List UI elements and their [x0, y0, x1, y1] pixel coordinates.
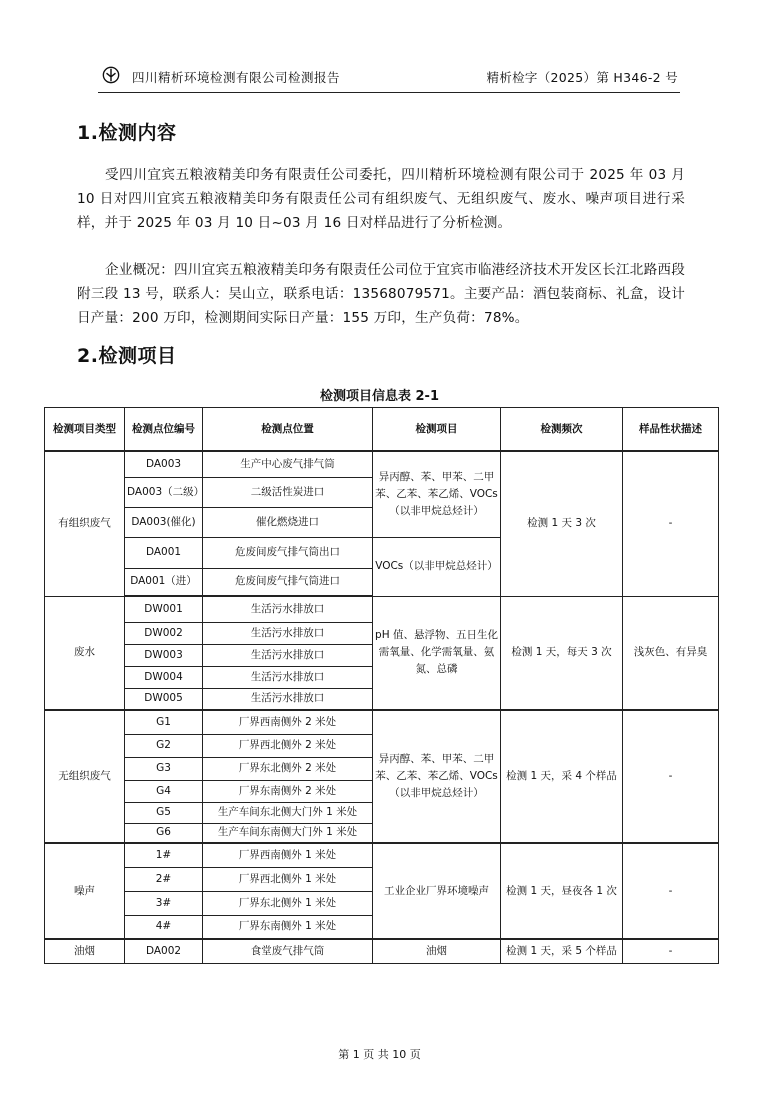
type-cell: 无组织废气: [45, 710, 125, 843]
description-cell: -: [623, 843, 719, 939]
point-id-cell: DA003(催化): [125, 507, 203, 537]
location-cell: 危废间废气排气筒出口: [203, 537, 373, 568]
location-cell: 厂界西南侧外 2 米处: [203, 710, 373, 734]
location-cell: 生活污水排放口: [203, 666, 373, 688]
location-cell: 生活污水排放口: [203, 596, 373, 622]
section-title-content: 1.检测内容: [77, 122, 177, 144]
point-id-cell: G6: [125, 823, 203, 843]
header-frequency: 检测频次: [501, 408, 623, 452]
items-cell: pH 值、悬浮物、五日生化需氧量、化学需氧量、氨氮、总磷: [373, 596, 501, 710]
company-logo-icon: [102, 66, 120, 84]
point-id-cell: G3: [125, 757, 203, 780]
table-row: [45, 596, 719, 622]
table-row: [45, 710, 719, 734]
point-id-cell: G5: [125, 802, 203, 823]
point-id-cell: 4#: [125, 915, 203, 939]
location-cell: 厂界西北侧外 2 米处: [203, 734, 373, 757]
report-number: 精析检字（2025）第 H346-2 号: [486, 70, 678, 85]
type-cell: 废水: [45, 596, 125, 710]
section-title-items: 2.检测项目: [77, 345, 177, 367]
location-cell: 厂界西南侧外 1 米处: [203, 843, 373, 867]
point-id-cell: G2: [125, 734, 203, 757]
paragraph-commission: 受四川宜宾五粮液精美印务有限责任公司委托，四川精析环境检测有限公司于 2025 年 03 月 10 日对四川宜宾五粮液精美印务有限责任公司有组织废气、无组织废气、废水、噪声项目进行采样，并于 2025 年 03 月 10 日~03 月 16 日对样品进行了分析检测。: [77, 167, 685, 231]
items-cell: 异丙醇、苯、甲苯、二甲苯、乙苯、苯乙烯、VOCs（以非甲烷总烃计）: [373, 451, 501, 537]
location-cell: 厂界东南侧外 1 米处: [203, 915, 373, 939]
point-id-cell: DW002: [125, 622, 203, 644]
description-cell: -: [623, 451, 719, 596]
point-id-cell: 2#: [125, 867, 203, 891]
frequency-cell: 检测 1 天，每天 3 次: [501, 596, 623, 710]
point-id-cell: DA003: [125, 451, 203, 477]
point-id-cell: 3#: [125, 891, 203, 915]
location-cell: 厂界东北侧外 2 米处: [203, 757, 373, 780]
frequency-cell: 检测 1 天，昼夜各 1 次: [501, 843, 623, 939]
point-id-cell: DW003: [125, 644, 203, 666]
point-id-cell: G4: [125, 780, 203, 802]
point-id-cell: 1#: [125, 843, 203, 867]
point-id-cell: DA003（二级）: [125, 477, 203, 507]
point-id-cell: G1: [125, 710, 203, 734]
location-cell: 生活污水排放口: [203, 688, 373, 710]
page-footer: 第 1 页 共 10 页: [338, 1048, 421, 1061]
point-id-cell: DW001: [125, 596, 203, 622]
frequency-cell: 检测 1 天，采 4 个样品: [501, 710, 623, 843]
items-cell: 异丙醇、苯、甲苯、二甲苯、乙苯、苯乙烯、VOCs（以非甲烷总烃计）: [373, 710, 501, 843]
type-cell: 有组织废气: [45, 451, 125, 596]
paragraph-company-overview: 企业概况：四川宜宾五粮液精美印务有限责任公司位于宜宾市临港经济技术开发区长江北路西段附三段 13 号，联系人：吴山立，联系电话：13568079571。主要产品：酒包装商标、礼盒，设计日产量：200 万印，检测期间实际日产量：155 万印，生产负荷：78%。: [77, 262, 685, 326]
header-items: 检测项目: [373, 408, 501, 452]
type-cell: 噪声: [45, 843, 125, 939]
type-cell: 油烟: [45, 939, 125, 963]
location-cell: 生产中心废气排气筒: [203, 451, 373, 477]
company-name: 四川精析环境检测有限公司检测报告: [132, 70, 341, 85]
description-cell: 浅灰色、有异臭: [623, 596, 719, 710]
description-cell: -: [623, 710, 719, 843]
items-cell: 工业企业厂界环境噪声: [373, 843, 501, 939]
inspection-items-table: [44, 407, 719, 964]
location-cell: 生产车间东北侧大门外 1 米处: [203, 802, 373, 823]
page-header: [98, 60, 680, 93]
header-location: 检测点位置: [203, 408, 373, 452]
location-cell: 生活污水排放口: [203, 644, 373, 666]
point-id-cell: DA002: [125, 939, 203, 963]
location-cell: 厂界东北侧外 1 米处: [203, 891, 373, 915]
location-cell: 食堂废气排气筒: [203, 939, 373, 963]
header-type: 检测项目类型: [45, 408, 125, 452]
point-id-cell: DW005: [125, 688, 203, 710]
point-id-cell: DW004: [125, 666, 203, 688]
location-cell: 生产车间东南侧大门外 1 米处: [203, 823, 373, 843]
header-description: 样品性状描述: [623, 408, 719, 452]
table-caption: 检测项目信息表 2-1: [319, 389, 439, 404]
point-id-cell: DA001（进）: [125, 568, 203, 596]
table-row: [45, 843, 719, 867]
items-cell: VOCs（以非甲烷总烃计）: [373, 537, 501, 596]
frequency-cell: 检测 1 天，采 5 个样品: [501, 939, 623, 963]
location-cell: 生活污水排放口: [203, 622, 373, 644]
description-cell: -: [623, 939, 719, 963]
items-cell: 油烟: [373, 939, 501, 963]
frequency-cell: 检测 1 天 3 次: [501, 451, 623, 596]
point-id-cell: DA001: [125, 537, 203, 568]
table-row: [45, 939, 719, 963]
location-cell: 厂界西北侧外 1 米处: [203, 867, 373, 891]
table-row: [45, 451, 719, 477]
location-cell: 厂界东南侧外 2 米处: [203, 780, 373, 802]
location-cell: 催化燃烧进口: [203, 507, 373, 537]
location-cell: 二级活性炭进口: [203, 477, 373, 507]
header-point-id: 检测点位编号: [125, 408, 203, 452]
location-cell: 危废间废气排气筒进口: [203, 568, 373, 596]
